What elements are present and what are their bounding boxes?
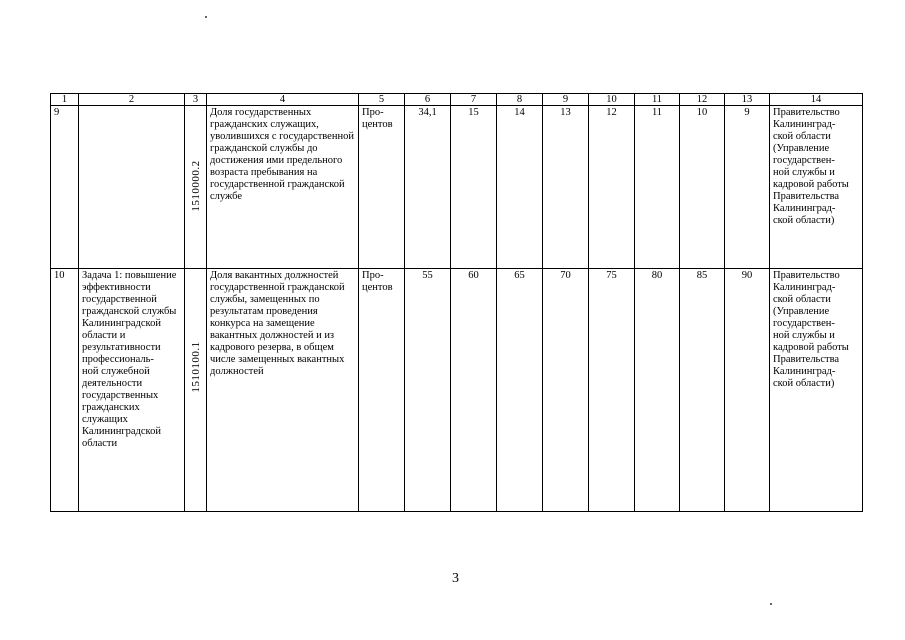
indicators-table [50, 93, 863, 512]
col-header: 13 [725, 94, 770, 106]
col-header: 14 [770, 94, 863, 106]
code-cell [185, 106, 207, 269]
value-cell: 85 [680, 269, 725, 512]
col-header: 4 [207, 94, 359, 106]
value-cell: 14 [497, 106, 543, 269]
value-cell: 70 [543, 269, 589, 512]
value-cell: 55 [405, 269, 451, 512]
indicator-code: 1510000.2 [189, 160, 202, 212]
col-header: 11 [635, 94, 680, 106]
responsible-cell: Правительство Калининград- ской области (Управление государствен- ной службы и кадровой работы Правительства Калининград- ской области) [770, 269, 863, 512]
col-header: 10 [589, 94, 635, 106]
value-cell: 9 [725, 106, 770, 269]
col-header: 6 [405, 94, 451, 106]
table-row [51, 269, 863, 512]
value-cell: 60 [451, 269, 497, 512]
indicator-cell: Доля государственных гражданских служащих, уволившихся с государственной гражданской службы до достижения ими предельного возраста пребывания на государственной гражданской службе [207, 106, 359, 269]
col-header: 2 [79, 94, 185, 106]
task-cell: Задача 1: повышение эффективности государственной гражданской службы Калининградской области и результативности профессиональ- ной служебной деятельности государственных гражданских служащих Калининградской области [79, 269, 185, 512]
value-cell: 75 [589, 269, 635, 512]
col-header: 9 [543, 94, 589, 106]
unit-cell: Про- центов [359, 269, 405, 512]
col-header: 7 [451, 94, 497, 106]
value-cell: 34,1 [405, 106, 451, 269]
value-cell: 13 [543, 106, 589, 269]
page-number: 3 [452, 571, 459, 586]
row-number: 9 [51, 106, 79, 269]
col-header: 12 [680, 94, 725, 106]
value-cell: 80 [635, 269, 680, 512]
unit-cell: Про- центов [359, 106, 405, 269]
scan-speck [770, 603, 772, 605]
col-header: 1 [51, 94, 79, 106]
task-cell [79, 106, 185, 269]
col-header: 5 [359, 94, 405, 106]
column-number-row [51, 94, 863, 106]
value-cell: 90 [725, 269, 770, 512]
code-cell [185, 269, 207, 512]
table-row [51, 106, 863, 269]
value-cell: 10 [680, 106, 725, 269]
row-number: 10 [51, 269, 79, 512]
value-cell: 15 [451, 106, 497, 269]
scan-speck [205, 16, 207, 18]
indicator-cell: Доля вакантных должностей государственной гражданской службы, замещенных по результатам проведения конкурса на замещение вакантных должностей и из кадрового резерва, в общем числе замещенных вакантных должностей [207, 269, 359, 512]
col-header: 3 [185, 94, 207, 106]
value-cell: 12 [589, 106, 635, 269]
indicator-code: 1510100.1 [189, 341, 202, 393]
value-cell: 11 [635, 106, 680, 269]
col-header: 8 [497, 94, 543, 106]
value-cell: 65 [497, 269, 543, 512]
responsible-cell: Правительство Калининград- ской области (Управление государствен- ной службы и кадровой работы Правительства Калининград- ской области) [770, 106, 863, 269]
